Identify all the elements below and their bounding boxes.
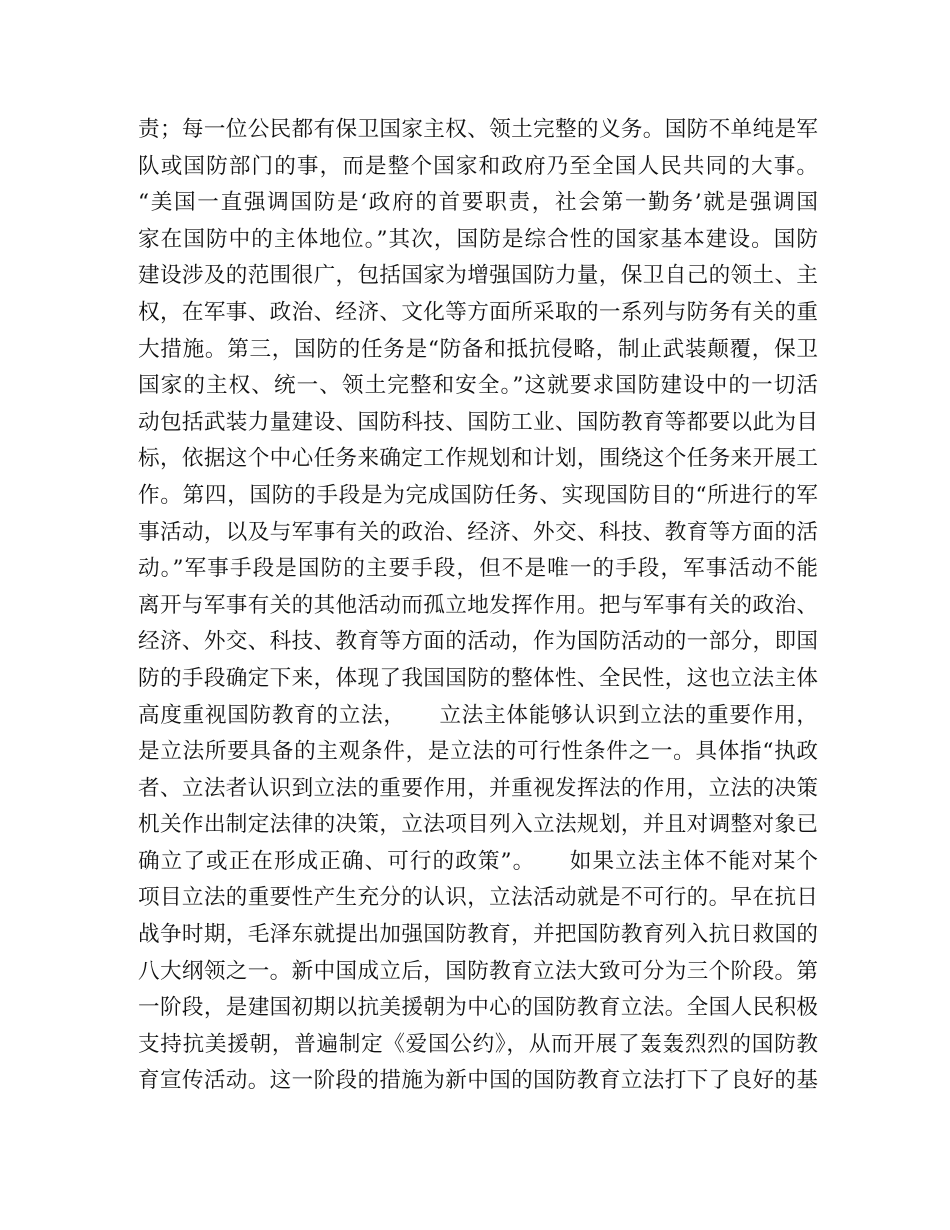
text-line: 动。”军事手段是国防的主要手段，但不是唯一的手段，军事活动不能 xyxy=(138,556,818,582)
text-line: 确立了或正在形成正确、可行的政策”。 如果立法主体不能对某个 xyxy=(138,848,818,874)
text-line: 防的手段确定下来，体现了我国国防的整体性、全民性，这也立法主体 xyxy=(138,665,818,691)
text-line: 经济、外交、科技、教育等方面的活动，作为国防活动的一部分，即国 xyxy=(138,629,818,655)
text-line: “美国一直强调国防是‘政府的首要职责，社会第一勤务’就是强调国 xyxy=(138,190,818,216)
text-line: 家在国防中的主体地位。”其次，国防是综合性的国家基本建设。国防 xyxy=(138,226,818,252)
body-text xyxy=(138,112,818,1100)
text-line: 机关作出制定法律的决策，立法项目列入立法规划，并且对调整对象已 xyxy=(138,812,818,838)
text-line: 离开与军事有关的其他活动而孤立地发挥作用。把与军事有关的政治、 xyxy=(138,592,818,618)
text-line: 责；每一位公民都有保卫国家主权、领土完整的义务。国防不单纯是军 xyxy=(138,117,818,142)
text-line: 建设涉及的范围很广，包括国家为增强国防力量，保卫自己的领土、主 xyxy=(138,263,818,289)
text-line: 国家的主权、统一、领土完整和安全。”这就要求国防建设中的一切活 xyxy=(138,373,818,399)
text-line: 者、立法者认识到立法的重要作用，并重视发挥法的作用，立法的决策 xyxy=(138,775,818,801)
text-line: 是立法所要具备的主观条件，是立法的可行性条件之一。具体指“执政 xyxy=(138,739,818,765)
text-line: 高度重视国防教育的立法， 立法主体能够认识到立法的重要作用， xyxy=(138,702,818,728)
text-line: 战争时期，毛泽东就提出加强国防教育，并把国防教育列入抗日救国的 xyxy=(138,922,818,948)
text-line: 队或国防部门的事，而是整个国家和政府乃至全国人民共同的大事。 xyxy=(138,153,818,179)
text-line: 动包括武装力量建设、国防科技、国防工业、国防教育等都要以此为目 xyxy=(138,409,818,435)
text-line: 一阶段，是建国初期以抗美援朝为中心的国防教育立法。全国人民积极 xyxy=(138,995,818,1021)
text-line: 事活动，以及与军事有关的政治、经济、外交、科技、教育等方面的活 xyxy=(138,519,818,545)
text-line: 权，在军事、政治、经济、文化等方面所采取的一系列与防务有关的重 xyxy=(138,299,818,325)
text-line: 项目立法的重要性产生充分的认识，立法活动就是不可行的。早在抗日 xyxy=(138,885,818,911)
text-line: 大措施。第三，国防的任务是“防备和抵抗侵略，制止武装颠覆，保卫 xyxy=(138,336,818,362)
text-line: 作。第四，国防的手段是为完成国防任务、实现国防目的“所进行的军 xyxy=(138,482,818,508)
text-line: 育宣传活动。这一阶段的措施为新中国的国防教育立法打下了良好的基 xyxy=(138,1068,818,1094)
text-line: 标，依据这个中心任务来确定工作规划和计划，围绕这个任务来开展工 xyxy=(138,446,818,472)
text-line: 支持抗美援朝，普遍制定《爱国公约》，从而开展了轰轰烈烈的国防教 xyxy=(138,1031,818,1057)
text-line: 八大纲领之一。新中国成立后，国防教育立法大致可分为三个阶段。第 xyxy=(138,958,818,984)
